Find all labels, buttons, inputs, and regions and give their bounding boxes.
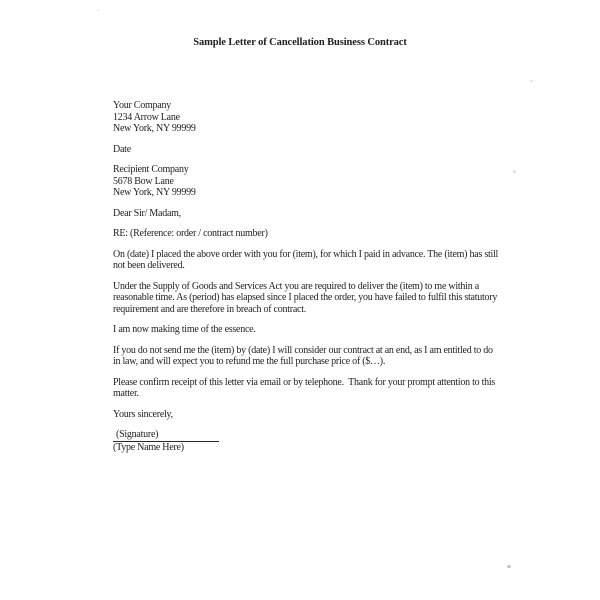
paragraph-line: On (date) I placed the above order with you for (item), for which I paid in advance. The (item) has still xyxy=(113,248,499,260)
paragraph-5 xyxy=(113,377,513,400)
paragraph-2 xyxy=(113,281,513,316)
paragraph-line: Under the Supply of Goods and Services Act you are required to deliver the (item) to me within a xyxy=(113,280,479,292)
paragraph-line: If you do not send me the (item) by (date) I will consider our contract at an end, as I am entitled to do xyxy=(113,344,493,356)
recipient-company: Recipient Company xyxy=(113,164,189,175)
closing xyxy=(113,409,513,421)
signature-underline: (Signature) xyxy=(113,429,219,442)
paragraph-line: reasonable time. As (period) has elapsed since I placed the order, you have failed to fulfil this statutory xyxy=(113,292,498,303)
paragraph-line: not been delivered. xyxy=(113,260,185,271)
paragraph-1 xyxy=(113,249,513,272)
paragraph-line: I am now making time of the essence. xyxy=(113,324,256,335)
signature-line xyxy=(113,429,513,442)
recipient-city: New York, NY 99999 xyxy=(113,187,196,198)
closing-text: Yours sincerely, xyxy=(113,408,173,420)
typed-name-line: (Type Name Here) xyxy=(113,441,184,453)
salutation-text: Dear Sir/ Madam, xyxy=(113,207,181,219)
reference-text: RE: (Reference: order / contract number) xyxy=(113,228,268,239)
signature-block xyxy=(113,429,513,453)
salutation xyxy=(113,208,513,220)
date-label: Date xyxy=(113,143,131,155)
paragraph-4 xyxy=(113,345,513,368)
paragraph-line: matter. xyxy=(113,388,139,399)
letter-body xyxy=(113,100,513,453)
date-line xyxy=(113,144,513,156)
scan-speck xyxy=(513,170,516,173)
scan-speck xyxy=(507,565,511,568)
sender-company: Your Company xyxy=(113,100,171,111)
scan-speck xyxy=(530,80,533,82)
paragraph-line: in law, and will expect you to refund me the full purchase price of ($…). xyxy=(113,356,386,367)
sender-address-block xyxy=(113,100,513,135)
recipient-street: 5678 Bow Lane xyxy=(113,175,174,187)
recipient-address-block xyxy=(113,164,513,199)
reference-line xyxy=(113,228,513,240)
scan-speck xyxy=(97,9,99,11)
paragraph-line: requirement and are therefore in breach of contract. xyxy=(113,303,306,315)
paragraph-3 xyxy=(113,324,513,336)
paragraph-line: Please confirm receipt of this letter via email or by telephone. Thank for your prompt attention to this xyxy=(113,376,496,388)
sender-street: 1234 Arrow Lane xyxy=(113,111,180,123)
document-title: Sample Letter of Cancellation Business Contract xyxy=(193,37,407,48)
sender-city: New York, NY 99999 xyxy=(113,123,196,134)
